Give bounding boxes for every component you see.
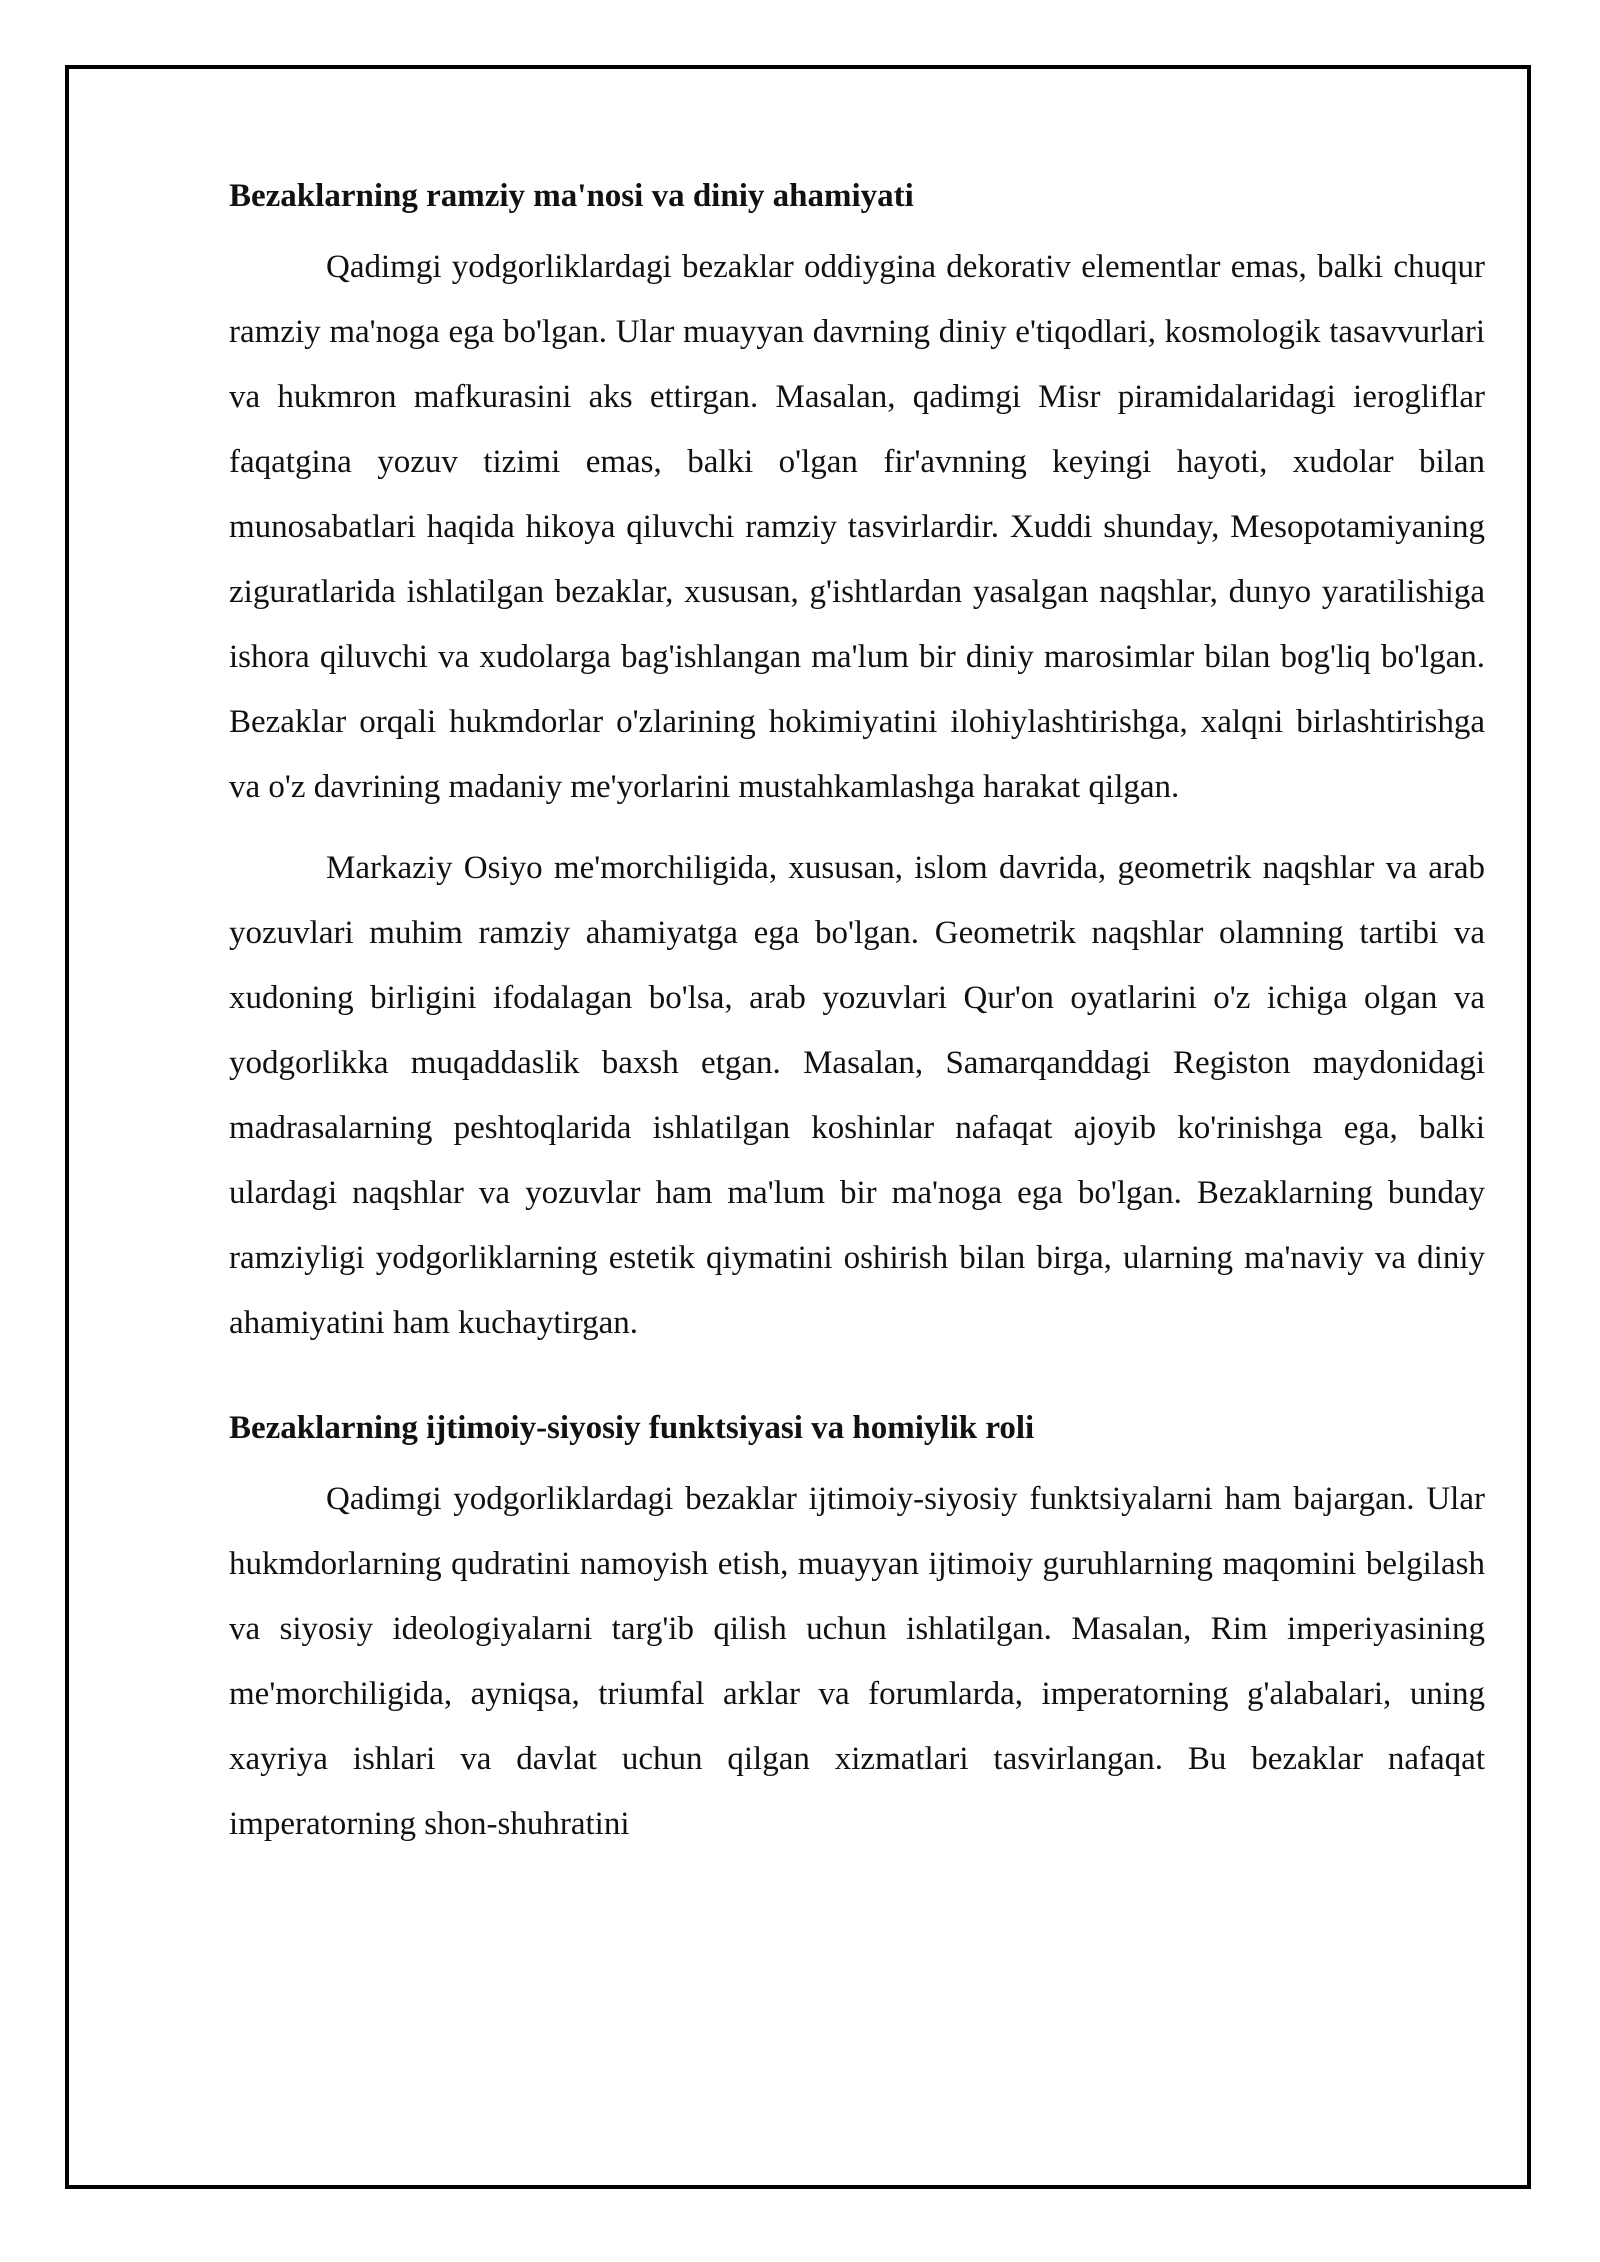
document-body	[229, 172, 1485, 1873]
paragraph: Qadimgi yodgorliklardagi bezaklar oddiygina dekorativ elementlar emas, balki chuqur ramziy ma'noga ega bo'lgan. Ular muayyan davrning diniy e'tiqodlari, kosmologik tasavvurlari va hukmron mafkurasini aks ettirgan. Masalan, qadimgi Misr piramidalaridagi ierogliflar faqatgina yozuv tizimi emas, balki o'lgan fir'avnning keyingi hayoti, xudolar bilan munosabatlari haqida hikoya qiluvchi ramziy tasvirlardir. Xuddi shunday, Mesopotamiyaning ziguratlarida ishlatilgan bezaklar, xususan, g'ishtlardan yasalgan naqshlar, dunyo yaratilishiga ishora qiluvchi va xudolarga bag'ishlangan ma'lum bir diniy marosimlar bilan bog'liq bo'lgan. Bezaklar orqali hukmdorlar o'zlarining hokimiyatini ilohiylashtirishga, xalqni birlashtirishga va o'z davrining madaniy me'yorlarini mustahkamlashga harakat qilgan.	[229, 249, 1485, 805]
paragraph: Markaziy Osiyo me'morchiligida, xususan, islom davrida, geometrik naqshlar va arab yozuvlari muhim ramziy ahamiyatga ega bo'lgan. Geometrik naqshlar olamning tartibi va xudoning birligini ifodalagan bo'lsa, arab yozuvlari Qur'on oyatlarini o'z ichiga olgan va yodgorlikka muqaddaslik baxsh etgan. Masalan, Samarqanddagi Registon maydonidagi madrasalarning peshtoqlarida ishlatilgan koshinlar nafaqat ajoyib ko'rinishga ega, balki ulardagi naqshlar va yozuvlar ham ma'lum bir ma'noga ega bo'lgan. Bezaklarning bunday ramziyligi yodgorliklarning estetik qiymatini oshirish bilan birga, ularning ma'naviy va diniy ahamiyatini ham kuchaytirgan.	[229, 850, 1485, 1341]
section-heading: Bezaklarning ramziy ma'nosi va diniy ahamiyati	[229, 178, 914, 214]
paragraph: Qadimgi yodgorliklardagi bezaklar ijtimoiy-siyosiy funktsiyalarni ham bajargan. Ular hukmdorlarning qudratini namoyish etish, muayyan ijtimoiy guruhlarning maqomini belgilash va siyosiy ideologiyalarni targ'ib qilish uchun ishlatilgan. Masalan, Rim imperiyasining me'morchiligida, ayniqsa, triumfal arklar va forumlarda, imperatorning g'alabalari, uning xayriya ishlari va davlat uchun qilgan xizmatlari tasvirlangan. Bu bezaklar nafaqat imperatorning shon-shuhratini	[229, 1481, 1485, 1842]
section-heading: Bezaklarning ijtimoiy-siyosiy funktsiyasi va homiylik roli	[229, 1410, 1035, 1446]
